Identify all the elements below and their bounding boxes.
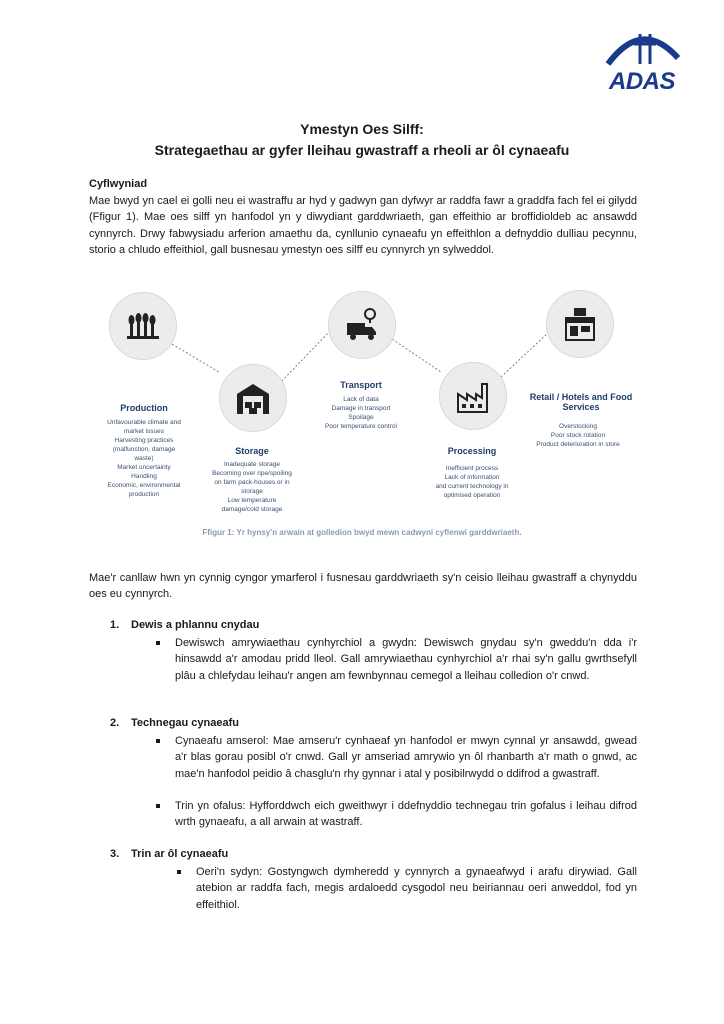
bullet-dot-icon <box>156 739 160 743</box>
warehouse-icon <box>235 380 271 416</box>
processing-circle <box>439 362 507 430</box>
bullet-dot-icon <box>156 641 160 645</box>
section-1-heading <box>110 619 259 631</box>
logo-text: ADAS <box>608 68 675 95</box>
retail-circle <box>546 290 614 358</box>
shop-icon <box>562 306 598 342</box>
production-title: Production <box>120 403 168 413</box>
bullet-dot-icon <box>177 870 181 874</box>
section-3-bullet-1: Oeri'n sydyn: Gostyngwch dymheredd y cynnyrch a gynaeafwyd i arafu dirywiad. Gall atebion ar raddfa fach, megis ardaloedd cysgodol neu beiriannau oeri anweddol, fod yn effeithiol. <box>196 864 637 913</box>
bullet-dot-icon <box>156 804 160 808</box>
intro-heading: Cyflwyniad <box>89 178 148 190</box>
section-2-number: 2. <box>110 717 120 729</box>
delivery-icon <box>344 307 380 343</box>
page-subtitle: Strategaethau ar gyfer lleihau gwastraff a rheoli ar ôl cynaeafu <box>154 142 570 158</box>
figure-1 <box>89 282 637 542</box>
figure-caption: Ffigur 1: Yr hynsy'n arwain at golledion bwyd mewn cadwyni cyflenwi garddwriaeth. <box>202 528 522 537</box>
section-1-number: 1. <box>110 619 120 631</box>
storage-title: Storage <box>235 446 269 456</box>
storage-items: Inadequate storage Becoming over ripe/spoiling on farm pack-houses or in storage Low temperature damage/cold storage <box>212 461 292 513</box>
retail-items: Overstocking Poor stock rotation Product deterioration in store <box>536 423 620 448</box>
section-2-bullet-2: Trin yn ofalus: Hyfforddwch eich gweithwyr i ddefnyddio technegau trin gofalus i leihau difrod wrth gynaeafu, a all arwain at wastraff. <box>175 798 637 831</box>
section-3-heading <box>110 848 228 860</box>
page-title: Ymestyn Oes Silff: <box>300 121 424 137</box>
section-2-heading <box>110 717 239 729</box>
intro-paragraph: Mae bwyd yn cael ei golli neu ei wastraffu ar hyd y gadwyn gan dyfwyr ar raddfa fawr a graddfa fach fel ei gilydd (Ffigur 1). Mae oes silff yn hanfodol yn y diwydiant garddwriaeth, gan effeithio ar broffidioldeb ac ansawdd cynnyrch. Drwy fabwysiadu arferion amaethu da, cynllunio cynaeafu yn effeithlon a defnyddio dulliau pecynnu, storio a chludo effeithiol, gall busnesau ymestyn oes silff eu cynnyrch yn sylweddol. <box>89 195 637 256</box>
factory-icon <box>455 378 491 414</box>
crops-icon <box>125 308 161 344</box>
section-1-title: Dewis a phlannu cnydau <box>131 619 260 631</box>
section-2-bullet-1: Cynaeafu amserol: Mae amseru'r cynhaeaf yn hanfodol er mwyn cynnal yr ansawdd, gwead a'r blas gorau posibl o'r cnwd. Gall yr amseriad amrywio yn ôl rhanbarth a'r math o gnwd, ac mae'n hanfodol peidio â chasglu'n rhy gynnar i atal y posibilrwydd o ddifrod a gwastraff. <box>175 733 637 782</box>
transport-title: Transport <box>340 380 382 390</box>
storage-circle <box>219 364 287 432</box>
section-1-bullet-1: Dewiswch amrywiaethau cynhyrchiol a gwydn: Dewiswch gnydau sy'n gweddu'n dda i'r hinsawdd a'r amodau pridd lleol. Gall amrywiaethau cynhyrchiol a'r rhai sy'n gallu gwrthsefyll plâu a chlefydau leihau'r angen am fewnbynnau cemegol a lleihau colledion o'r cnwd. <box>175 635 637 684</box>
logo-arc-icon <box>600 24 684 70</box>
processing-items: Inefficient process Lack of information and current technology in optimised operation <box>435 465 509 499</box>
production-items: Unfavourable climate and market issues Harvesting practices (malfunction, damage waste) Market uncertainty Handling Economic, environmental production <box>107 419 181 498</box>
processing-title: Processing <box>447 446 497 456</box>
section-3-number: 3. <box>110 848 120 860</box>
transport-circle <box>328 291 396 359</box>
adas-logo <box>600 24 684 96</box>
section-2-title: Technegau cynaeafu <box>131 717 239 729</box>
retail-title: Retail / Hotels and Food Services <box>529 392 633 412</box>
section-3-title: Trin ar ôl cynaeafu <box>131 848 229 860</box>
production-circle <box>109 292 177 360</box>
transport-items: Lack of data Damage in transport Spoilage Poor temperature control <box>325 396 397 430</box>
lead-paragraph: Mae'r canllaw hwn yn cynnig cyngor ymarferol i fusnesau garddwriaeth sy'n ceisio lleihau gwastraff a chynyddu oes eu cynnyrch. <box>89 572 637 601</box>
